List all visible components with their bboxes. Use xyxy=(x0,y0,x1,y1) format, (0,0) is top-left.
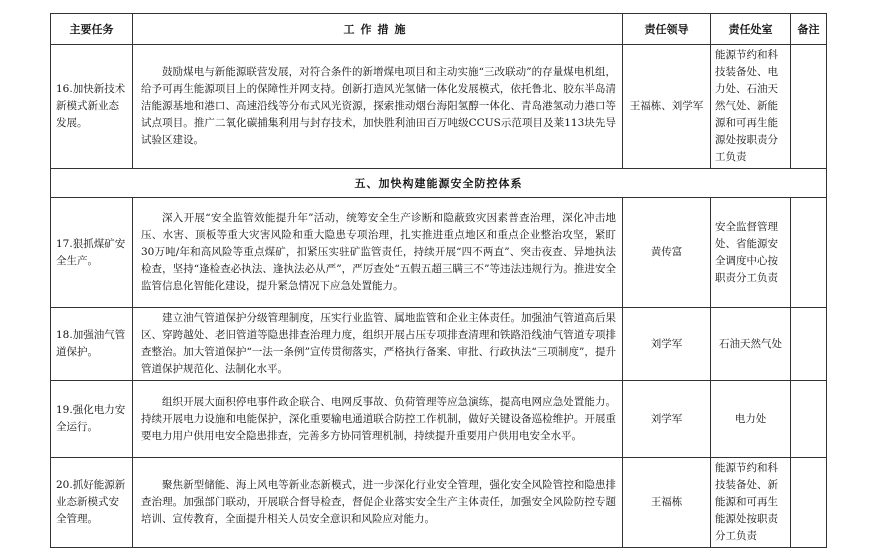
section-row xyxy=(51,169,827,198)
table-row xyxy=(51,458,827,548)
task-cell: 19.强化电力安全运行。 xyxy=(51,381,133,458)
task-cell: 18.加强油气管道保护。 xyxy=(51,308,133,381)
task-table xyxy=(50,13,827,548)
table-row xyxy=(51,198,827,308)
leader-cell: 刘学军 xyxy=(623,308,711,381)
table-row xyxy=(51,381,827,458)
measure-cell: 建立油气管道保护分级管理制度，压实行业监管、属地监管和企业主体责任。加强油气管道高后果区、穿跨越处、老旧管道等隐患排查治理力度，组织开展占压专项排查清理和铁路沿线油气管道专项排查整治。加大管道保护“一法一条例”宣传贯彻落实，严格执行备案、审批、行政执法“三项制度”，提升管道保护规范化、法制化水平。 xyxy=(133,308,623,381)
measure-cell: 鼓励煤电与新能源联营发展，对符合条件的新增煤电项目和主动实施“三改联动”的存量煤电机组，给予可再生能源项目上的保障性并网支持。创新打造风光氢储一体化发展模式，依托鲁北、胶东半岛清洁能源基地和港口、高速沿线等分布式风光资源，探索推动烟台海阳氢醇一体化、青岛港氢动力港口等试点项目。推广二氧化碳捕集利用与封存技术，加快胜利油田百万吨级CCUS示范项目及莱113块先导试验区建设。 xyxy=(133,45,623,169)
task-table-container xyxy=(50,13,826,548)
header-measures: 工作措施 xyxy=(133,14,623,45)
note-cell xyxy=(791,458,827,548)
office-cell: 安全监督管理处、省能源安全调度中心按职责分工负责 xyxy=(711,198,791,308)
task-cell: 20.抓好能源新业态新模式安全管理。 xyxy=(51,458,133,548)
note-cell xyxy=(791,198,827,308)
leader-cell: 刘学军 xyxy=(623,381,711,458)
leader-cell: 王福栋 xyxy=(623,458,711,548)
section-title: 五、加快构建能源安全防控体系 xyxy=(51,169,827,198)
header-task: 主要任务 xyxy=(51,14,133,45)
task-cell: 17.狠抓煤矿安全生产。 xyxy=(51,198,133,308)
office-cell: 能源节约和科技装备处、新能源和可再生能源处按职责分工负责 xyxy=(711,458,791,548)
note-cell xyxy=(791,45,827,169)
header-row xyxy=(51,14,827,45)
table-row xyxy=(51,308,827,381)
office-cell: 电力处 xyxy=(711,381,791,458)
note-cell xyxy=(791,381,827,458)
header-note: 备注 xyxy=(791,14,827,45)
header-office: 责任处室 xyxy=(711,14,791,45)
leader-cell: 王福栋、刘学军 xyxy=(623,45,711,169)
measure-cell: 组织开展大面积停电事件政企联合、电网反事故、负荷管理等应急演练，提高电网应急处置能力。持续开展电力设施和电能保护，深化重要输电通道联合防控工作机制，做好关键设备巡检维护。开展重要电力用户供用电安全隐患排查，完善多方协同管理机制，持续提升重要用户供用电安全水平。 xyxy=(133,381,623,458)
table-row xyxy=(51,45,827,169)
measure-cell: 深入开展“安全监管效能提升年”活动，统筹安全生产诊断和隐蔽致灾因素普查治理，深化冲击地压、水害、顶板等重大灾害风险和重大隐患专项治理，扎实推进重点地区和重点企业整治攻坚，紧盯30万吨/年和高风险等重点煤矿，扣紧压实驻矿监管责任，持续开展“四不两直”、突击夜查、异地执法检查，坚持“逢检查必执法、逢执法必从严”，严厉查处“五假五超三瞒三不”等违法违规行为。推进安全监管信息化智能化建设，提升紧急情况下应急处置能力。 xyxy=(133,198,623,308)
leader-cell: 黄传富 xyxy=(623,198,711,308)
measure-cell: 聚焦新型储能、海上风电等新业态新模式，进一步深化行业安全管理，强化安全风险管控和隐患排查治理。加强部门联动，开展联合督导检查，督促企业落实安全生产主体责任，加强安全风险防控专题培训、宣传教育，全面提升相关人员安全意识和风险应对能力。 xyxy=(133,458,623,548)
header-leader: 责任领导 xyxy=(623,14,711,45)
office-cell: 能源节约和科技装备处、电力处、石油天然气处、新能源和可再生能源处按职责分工负责 xyxy=(711,45,791,169)
note-cell xyxy=(791,308,827,381)
office-cell: 石油天然气处 xyxy=(711,308,791,381)
task-cell: 16.加快新技术新模式新业态发展。 xyxy=(51,45,133,169)
